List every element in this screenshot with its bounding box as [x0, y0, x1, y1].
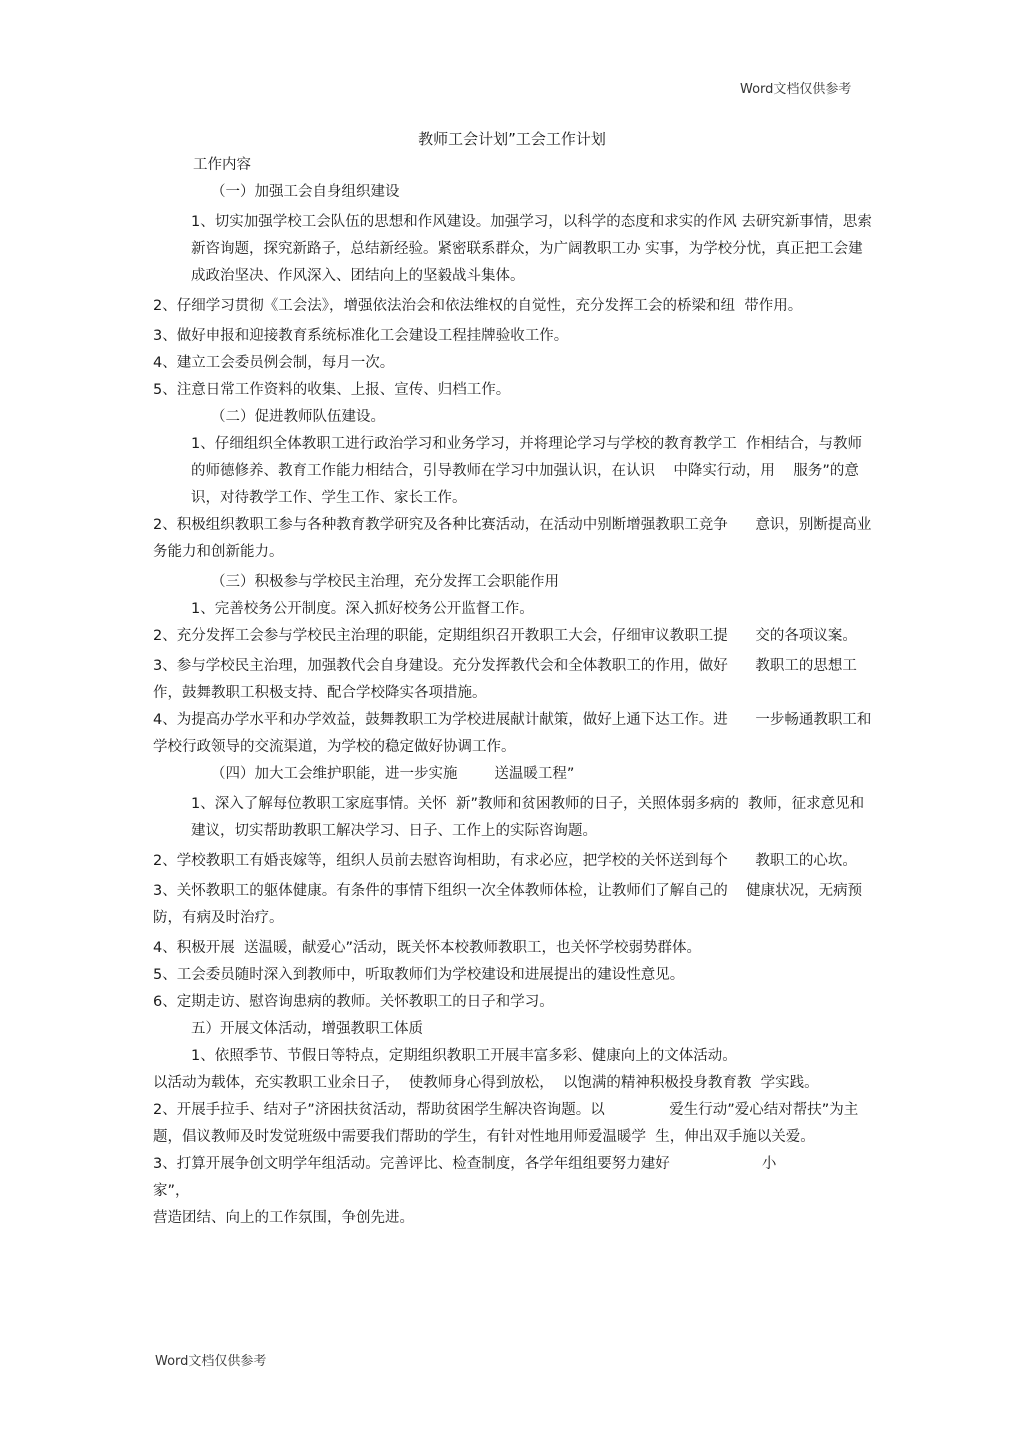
page-footer: Word文档仅供参考 [155, 1354, 267, 1369]
section-heading: （三）积极参与学校民主治理，充分发挥工会职能作用 [211, 574, 559, 590]
paragraph: 4、为提高办学水平和办学效益，鼓舞教职工为学校进展献计献策，做好上通下达工作。进 一步畅通教职工和学校行政领导的交流渠道，为学校的稳定做好协调工作。 [153, 712, 872, 755]
document-body [153, 152, 875, 1232]
paragraph: 5、工会委员随时深入到教师中，听取教师们为学校建设和进展提出的建设性意见。 [153, 967, 685, 983]
paragraph: 1、依照季节、节假日等特点，定期组织教职工开展丰富多彩、健康向上的文体活动。 [191, 1048, 737, 1064]
paragraph: 2、学校教职工有婚丧嫁等，组织人员前去慰咨询相助，有求必应，把学校的关怀送到每个 教职工的心坎。 [153, 853, 857, 869]
section-heading: （一）加强工会自身组织建设 [211, 184, 400, 200]
section-heading: （二）促进教师队伍建设。 [211, 409, 385, 425]
paragraph: 4、建立工会委员例会制，每月一次。 [153, 355, 395, 371]
paragraph: 6、定期走访、慰咨询患病的教师。关怀教职工的日子和学习。 [153, 994, 554, 1010]
paragraph: 5、注意日常工作资料的收集、上报、宣传、归档工作。 [153, 382, 511, 398]
paragraph: 2、仔细学习贯彻《工会法》，增强依法治会和依法维权的自觉性，充分发挥工会的桥梁和纽 带作用。 [153, 298, 803, 314]
paragraph: 1、完善校务公开制度。深入抓好校务公开监督工作。 [191, 601, 534, 617]
paragraph: 家”， [153, 1183, 190, 1199]
paragraph: 2、开展手拉手、结对子”济困扶贫活动，帮助贫困学生解决咨询题。以 爱生行动”爱心结对帮扶”为主题，倡议教师及时发觉班级中需要我们帮助的学生，有针对性地用师爱温暖学 生，伸出双手施以关爱。 [153, 1102, 859, 1145]
paragraph: 3、做好申报和迎接教育系统标准化工会建设工程挂牌验收工作。 [153, 328, 569, 344]
paragraph: 3、关怀教职工的躯体健康。有条件的事情下组织一次全体教师体检，让教师们了解自己的 健康状况，无病预防，有病及时治疗。 [153, 883, 863, 926]
paragraph: 1、深入了解每位教职工家庭事情。关怀 新”教师和贫困教师的日子，关照体弱多病的 教师，征求意见和建议，切实帮助教职工解决学习、日子、工作上的实际咨询题。 [191, 796, 865, 839]
section-label: 工作内容 [193, 157, 251, 173]
section-heading: 五）开展文体活动，增强教职工体质 [191, 1021, 423, 1037]
paragraph: 2、充分发挥工会参与学校民主治理的职能，定期组织召开教职工大会，仔细审议教职工提 交的各项议案。 [153, 628, 857, 644]
page-header: Word文档仅供参考 [740, 82, 852, 97]
paragraph: 营造团结、向上的工作氛围，争创先进。 [153, 1210, 414, 1226]
paragraph: 3、打算开展争创文明学年组活动。完善评比、检查制度，各学年组组要努力建好 小 [153, 1156, 777, 1172]
paragraph: 1、仔细组织全体教职工进行政治学习和业务学习，并将理论学习与学校的教育教学工 作相结合，与教师的师德修养、教育工作能力相结合，引导教师在学习中加强认识，在认识 中降实行动，用 服务”的意识，对待教学工作、学生工作、家长工作。 [191, 436, 862, 506]
section-heading: （四）加大工会维护职能，进一步实施 送温暖工程” [211, 766, 575, 782]
document-title: 教师工会计划”工会工作计划 [418, 130, 606, 148]
paragraph: 3、参与学校民主治理，加强教代会自身建设。充分发挥教代会和全体教职工的作用，做好 教职工的思想工作，鼓舞教职工积极支持、配合学校降实各项措施。 [153, 658, 857, 701]
paragraph: 2、积极组织教职工参与各种教育教学研究及各种比赛活动，在活动中别断增强教职工竞争 意识，别断提高业务能力和创新能力。 [153, 517, 872, 560]
paragraph: 4、积极开展 送温暖，献爱心”活动，既关怀本校教师教职工，也关怀学校弱势群体。 [153, 940, 701, 956]
paragraph: 1、切实加强学校工会队伍的思想和作风建设。加强学习，以科学的态度和求实的作风 去研究新事情，思索新咨询题，探究新路子，总结新经验。紧密联系群众，为广阔教职工办 实事，为学校分忧，真正把工会建成政治坚决、作风深入、团结向上的坚毅战斗集体。 [191, 214, 872, 284]
paragraph: 以活动为载体，充实教职工业余日子， 使教师身心得到放松， 以饱满的精神积极投身教育教 学实践。 [153, 1075, 819, 1091]
